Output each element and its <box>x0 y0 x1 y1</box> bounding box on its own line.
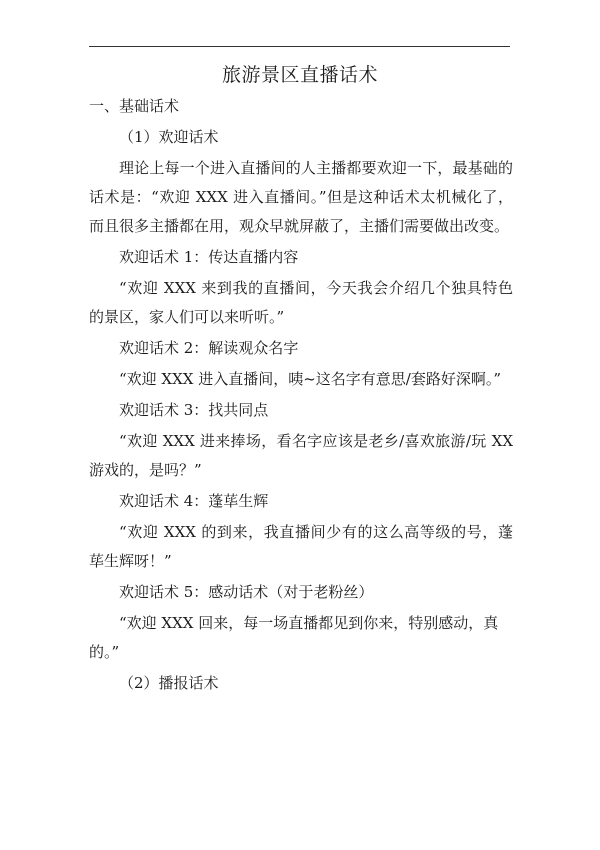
welcome-script-3-title: 欢迎话术 3：找共同点 <box>119 401 269 419</box>
welcome-script-5-title: 欢迎话术 5：感动话术（对于老粉丝） <box>119 583 374 601</box>
welcome-script-4-title: 欢迎话术 4：蓬荜生辉 <box>119 492 269 510</box>
subheading-welcome-scripts: （1）欢迎话术 <box>119 128 219 146</box>
welcome-script-4-text: “欢迎 XXX 的到来，我直播间少有的这么高等级的号，蓬荜生辉呀！” <box>89 523 513 570</box>
header-rule <box>89 46 510 47</box>
welcome-script-2-title: 欢迎话术 2：解读观众名字 <box>119 339 299 357</box>
welcome-script-3-text: “欢迎 XXX 进来捧场，看名字应该是老乡/喜欢旅游/玩 XX 游戏的，是吗？” <box>89 432 518 479</box>
welcome-script-2-text: “欢迎 XXX 进入直播间，咦~这名字有意思/套路好深啊。” <box>119 370 502 388</box>
section-heading-basic-scripts: 一、基础话术 <box>89 97 180 115</box>
welcome-script-1-title: 欢迎话术 1：传达直播内容 <box>119 248 299 266</box>
paragraph-welcome-intro: 理论上每一个进入直播间的人主播都要欢迎一下，最基础的话术是：“欢迎 XXX 进入直播间。”但是这种话术太机械化了，而且很多主播都在用，观众早就屏蔽了，主播们需要做出改变。 <box>89 159 513 235</box>
document-title: 旅游景区直播话术 <box>221 64 378 86</box>
document-body <box>89 90 518 698</box>
welcome-script-5-text: “欢迎 XXX 回来，每一场直播都见到你来，特别感动，真的。” <box>89 614 499 661</box>
welcome-script-1-text: “欢迎 XXX 来到我的直播间，今天我会介绍几个独具特色的景区，家人们可以来听听。” <box>89 279 513 326</box>
subheading-broadcast-scripts: （2）播报话术 <box>119 674 219 692</box>
